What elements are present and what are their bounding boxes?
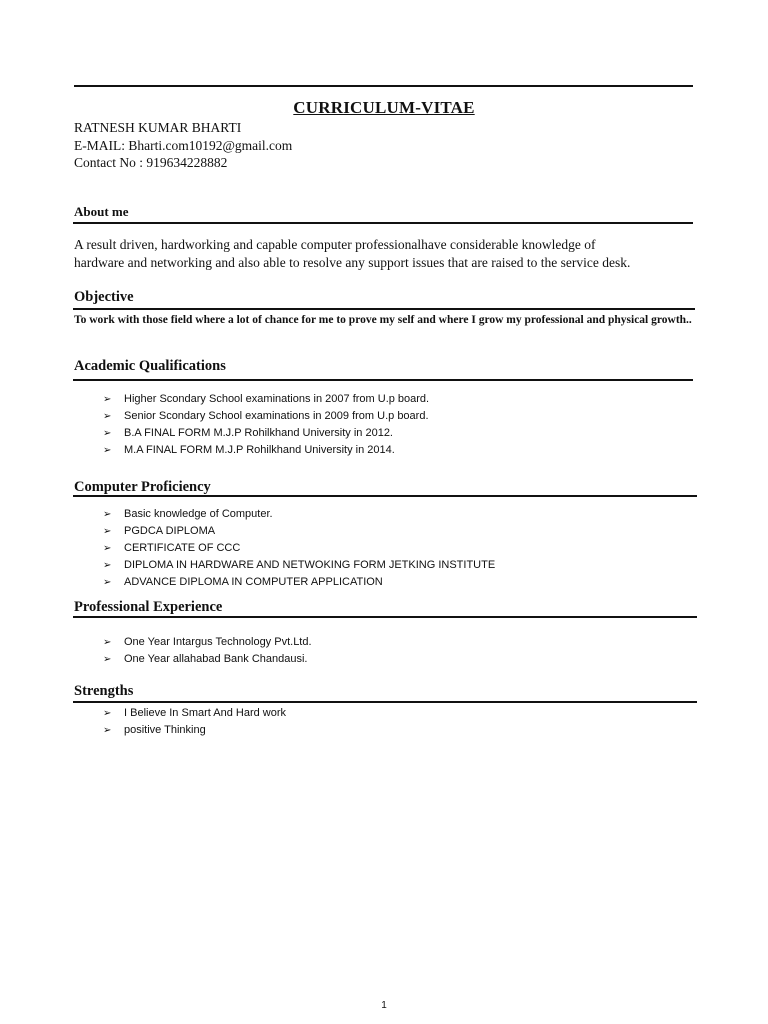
arrow-bullet-icon: ➢ bbox=[103, 394, 112, 405]
experience-heading: Professional Experience bbox=[74, 599, 223, 615]
strengths-list bbox=[103, 705, 286, 739]
about-line-2: hardware and networking and also able to resolve any support issues that are raised to the service desk. bbox=[74, 255, 631, 270]
list-item bbox=[103, 557, 495, 574]
computer-divider bbox=[73, 495, 697, 497]
arrow-bullet-icon: ➢ bbox=[103, 543, 112, 554]
list-item bbox=[103, 705, 286, 722]
list-item-text: Senior Scondary School examinations in 2009 from U.p board. bbox=[124, 410, 429, 422]
list-item bbox=[103, 391, 429, 408]
objective-text: To work with those field where a lot of chance for me to prove my self and where I grow my professional and physical growth.. bbox=[74, 314, 692, 326]
computer-list bbox=[103, 506, 495, 591]
list-item bbox=[103, 722, 286, 739]
list-item-text: PGDCA DIPLOMA bbox=[124, 525, 216, 537]
about-divider bbox=[73, 222, 693, 224]
computer-heading: Computer Proficiency bbox=[74, 479, 211, 495]
arrow-bullet-icon: ➢ bbox=[103, 654, 112, 665]
about-heading: About me bbox=[74, 204, 129, 219]
list-item bbox=[103, 540, 495, 557]
arrow-bullet-icon: ➢ bbox=[103, 708, 112, 719]
email-line: E-MAIL: Bharti.com10192@gmail.com bbox=[74, 137, 293, 153]
academic-divider bbox=[73, 379, 693, 381]
list-item-text: One Year allahabad Bank Chandausi. bbox=[124, 653, 308, 665]
list-item-text: positive Thinking bbox=[124, 724, 206, 736]
academic-list bbox=[103, 391, 429, 459]
page-number: 1 bbox=[381, 1000, 387, 1011]
list-item-text: M.A FINAL FORM M.J.P Rohilkhand University in 2014. bbox=[124, 444, 395, 456]
arrow-bullet-icon: ➢ bbox=[103, 445, 112, 456]
top-divider bbox=[74, 85, 693, 87]
list-item-text: I Believe In Smart And Hard work bbox=[124, 707, 287, 719]
about-line-1: A result driven, hardworking and capable computer professionalhave considerable knowledge of bbox=[74, 237, 596, 252]
list-item bbox=[103, 651, 312, 668]
experience-list bbox=[103, 634, 312, 668]
list-item-text: Basic knowledge of Computer. bbox=[124, 508, 273, 520]
arrow-bullet-icon: ➢ bbox=[103, 637, 112, 648]
list-item bbox=[103, 523, 495, 540]
candidate-name: RATNESH KUMAR BHARTI bbox=[74, 120, 242, 135]
academic-heading: Academic Qualifications bbox=[74, 358, 226, 374]
list-item bbox=[103, 634, 312, 651]
contact-number: Contact No : 919634228882 bbox=[74, 155, 228, 170]
contact-block bbox=[74, 119, 292, 172]
list-item bbox=[103, 408, 429, 425]
list-item-text: DIPLOMA IN HARDWARE AND NETWOKING FORM JETKING INSTITUTE bbox=[124, 559, 496, 571]
about-text bbox=[74, 236, 694, 272]
arrow-bullet-icon: ➢ bbox=[103, 560, 112, 571]
document-title: CURRICULUM-VITAE bbox=[293, 98, 475, 117]
arrow-bullet-icon: ➢ bbox=[103, 509, 112, 520]
arrow-bullet-icon: ➢ bbox=[103, 526, 112, 537]
list-item-text: CERTIFICATE OF CCC bbox=[124, 542, 241, 554]
strengths-heading: Strengths bbox=[74, 683, 134, 699]
arrow-bullet-icon: ➢ bbox=[103, 428, 112, 439]
arrow-bullet-icon: ➢ bbox=[103, 411, 112, 422]
list-item bbox=[103, 574, 495, 591]
objective-heading: Objective bbox=[74, 289, 134, 305]
experience-divider bbox=[73, 616, 697, 618]
arrow-bullet-icon: ➢ bbox=[103, 577, 112, 588]
arrow-bullet-icon: ➢ bbox=[103, 725, 112, 736]
list-item bbox=[103, 425, 429, 442]
list-item-text: ADVANCE DIPLOMA IN COMPUTER APPLICATION bbox=[124, 576, 383, 588]
list-item bbox=[103, 506, 495, 523]
list-item-text: B.A FINAL FORM M.J.P Rohilkhand University in 2012. bbox=[124, 427, 393, 439]
list-item-text: One Year Intargus Technology Pvt.Ltd. bbox=[124, 636, 312, 648]
list-item bbox=[103, 442, 429, 459]
list-item-text: Higher Scondary School examinations in 2007 from U.p board. bbox=[124, 393, 430, 405]
strengths-divider bbox=[73, 701, 697, 703]
